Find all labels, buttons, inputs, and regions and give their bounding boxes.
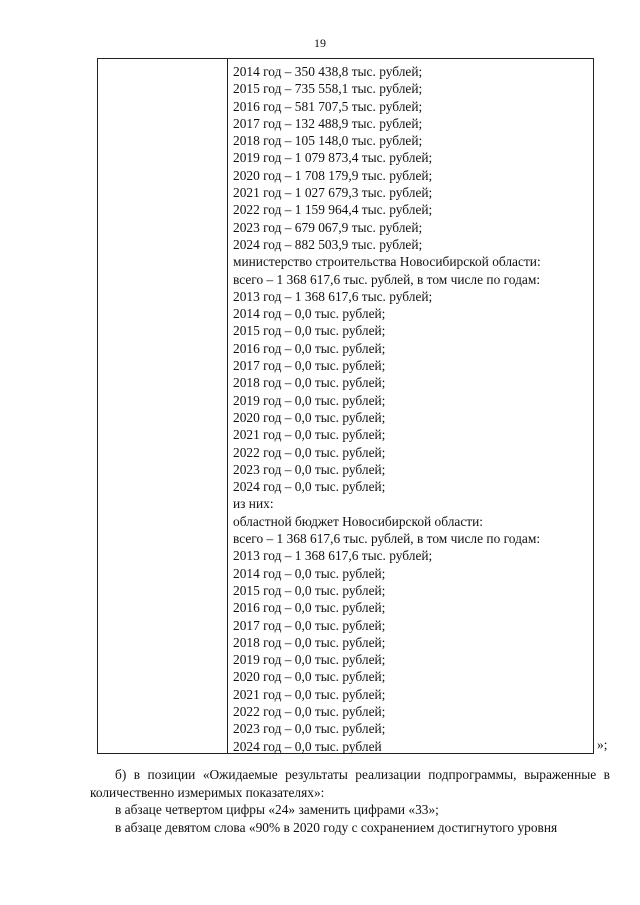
table-line: министерство строительства Новосибирской области:	[233, 254, 541, 270]
table-line: 2018 год – 105 148,0 тыс. рублей;	[233, 133, 423, 149]
finance-table	[97, 58, 594, 754]
body-text	[90, 766, 610, 836]
table-line: 2021 год – 0,0 тыс. рублей;	[233, 686, 386, 702]
table-line: 2014 год – 0,0 тыс. рублей;	[233, 565, 386, 581]
table-line: 2021 год – 1 027 679,3 тыс. рублей;	[233, 185, 433, 201]
table-line: 2017 год – 132 488,9 тыс. рублей;	[233, 115, 423, 131]
page-number: 19	[314, 36, 326, 50]
paragraph-b: б) в позиции «Ожидаемые результаты реализации подпрограммы, выраженные в количественно измеримых показателях»:	[90, 767, 610, 800]
table-line: 2021 год – 0,0 тыс. рублей;	[233, 427, 386, 443]
table-line: 2024 год – 0,0 тыс. рублей	[233, 738, 382, 754]
paragraph-ninth: в абзаце девятом слова «90% в 2020 году с сохранением достигнутого уровня	[115, 819, 558, 835]
table-line: 2014 год – 350 438,8 тыс. рублей;	[233, 64, 423, 79]
closing-quote: »;	[597, 737, 608, 752]
table-line: всего – 1 368 617,6 тыс. рублей, в том числе по годам:	[233, 531, 541, 547]
table-line: 2013 год – 1 368 617,6 тыс. рублей;	[233, 288, 433, 304]
table-line: 2020 год – 0,0 тыс. рублей;	[233, 409, 386, 425]
table-line: 2019 год – 0,0 тыс. рублей;	[233, 652, 386, 668]
table-line: областной бюджет Новосибирской области:	[233, 513, 484, 529]
table-line: 2016 год – 0,0 тыс. рублей;	[233, 340, 386, 356]
table-line: 2020 год – 0,0 тыс. рублей;	[233, 669, 386, 685]
table-line: 2023 год – 0,0 тыс. рублей;	[233, 721, 386, 737]
table-line: 2015 год – 0,0 тыс. рублей;	[233, 582, 386, 598]
table-line: 2017 год – 0,0 тыс. рублей;	[233, 358, 386, 374]
table-line: 2024 год – 0,0 тыс. рублей;	[233, 479, 386, 495]
table-line: 2017 год – 0,0 тыс. рублей;	[233, 617, 386, 633]
table-line: всего – 1 368 617,6 тыс. рублей, в том числе по годам:	[233, 271, 541, 287]
table-line: 2023 год – 0,0 тыс. рублей;	[233, 461, 386, 477]
table-line: 2019 год – 1 079 873,4 тыс. рублей;	[233, 150, 433, 166]
table-line: 2018 год – 0,0 тыс. рублей;	[233, 375, 386, 391]
table-line: из них:	[233, 496, 274, 512]
table-line: 2016 год – 581 707,5 тыс. рублей;	[233, 98, 423, 114]
table-line: 2022 год – 0,0 тыс. рублей;	[233, 703, 386, 719]
table-line: 2015 год – 0,0 тыс. рублей;	[233, 323, 386, 339]
table-divider	[227, 59, 228, 753]
table-line: 2022 год – 0,0 тыс. рублей;	[233, 444, 386, 460]
table-line: 2020 год – 1 708 179,9 тыс. рублей;	[233, 167, 433, 183]
table-line: 2016 год – 0,0 тыс. рублей;	[233, 600, 386, 616]
table-line: 2013 год – 1 368 617,6 тыс. рублей;	[233, 548, 433, 564]
table-line: 2014 год – 0,0 тыс. рублей;	[233, 306, 386, 322]
finance-lines	[233, 63, 593, 755]
paragraph-fourth: в абзаце четвертом цифры «24» заменить цифрами «33»;	[115, 802, 439, 817]
table-line: 2019 год – 0,0 тыс. рублей;	[233, 392, 386, 408]
table-line: 2018 год – 0,0 тыс. рублей;	[233, 634, 386, 650]
table-line: 2024 год – 882 503,9 тыс. рублей;	[233, 236, 423, 252]
table-line: 2015 год – 735 558,1 тыс. рублей;	[233, 81, 423, 97]
table-line: 2023 год – 679 067,9 тыс. рублей;	[233, 219, 423, 235]
table-line: 2022 год – 1 159 964,4 тыс. рублей;	[233, 202, 433, 218]
